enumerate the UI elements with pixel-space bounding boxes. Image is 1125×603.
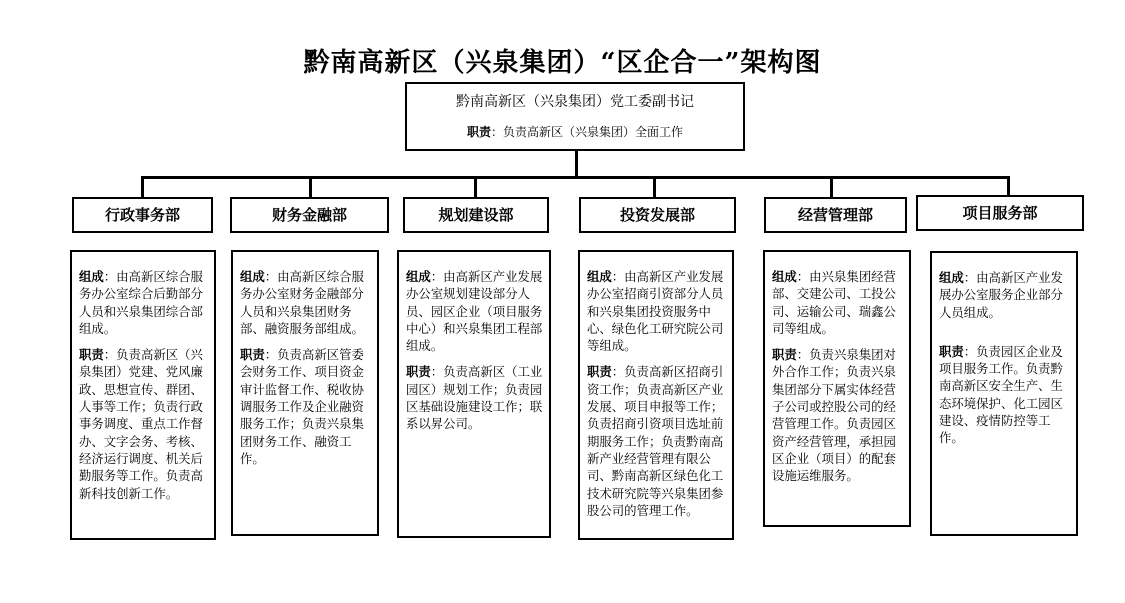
dept-body-investment bbox=[578, 250, 734, 540]
composition-label: 组成 bbox=[939, 270, 964, 285]
dept-header-finance: 财务金融部 bbox=[230, 197, 389, 233]
connector-bus bbox=[141, 176, 1010, 179]
top-leader-box bbox=[405, 82, 745, 151]
composition-label: 组成 bbox=[240, 269, 265, 284]
dept-body-admin bbox=[70, 250, 216, 540]
duty-label: 职责 bbox=[939, 343, 964, 359]
duty-label: 职责 bbox=[587, 364, 612, 380]
dept-header-investment: 投资发展部 bbox=[579, 197, 736, 233]
composition-para bbox=[240, 268, 371, 337]
composition-para bbox=[772, 268, 903, 337]
duty-para bbox=[939, 343, 1070, 447]
duty-label: 职责 bbox=[466, 125, 491, 139]
composition-text: ：由高新区产业发展办公室服务企业部分人员组成。 bbox=[939, 270, 1063, 320]
composition-para bbox=[587, 268, 726, 354]
composition-label: 组成 bbox=[79, 269, 104, 284]
connector-drop-5 bbox=[830, 176, 833, 197]
duty-text: ：负责高新区（工业园区）规划工作；负责园区基础设施建设工作；联系以昇公司。 bbox=[406, 364, 543, 432]
composition-label: 组成 bbox=[772, 269, 797, 284]
duty-para bbox=[406, 363, 543, 432]
duty-text: ：负责高新区管委会财务工作、项目资金审计监督工作、税收协调服务工作及企业融资服务工作；负责兴泉集团财务工作、融资工作。 bbox=[240, 347, 364, 466]
top-leader-title: 黔南高新区（兴泉集团）党工委副书记 bbox=[456, 94, 694, 110]
duty-text: ：负责园区企业及项目服务工作。负责黔南高新区安全生产、生态环境保护、化工园区建设、疫情防控等工作。 bbox=[939, 343, 1063, 446]
dept-body-project-service bbox=[930, 251, 1078, 536]
dept-body-planning bbox=[397, 250, 551, 538]
dept-header-planning: 规划建设部 bbox=[403, 197, 549, 233]
composition-text: ：由高新区综合服务办公室综合后勤部分人员和兴泉集团综合部组成。 bbox=[79, 269, 203, 336]
composition-label: 组成 bbox=[587, 269, 612, 284]
duty-text: ：负责高新区（兴泉集团）党建、党风廉政、思想宣传、群团、人事等工作；负责行政事务调度、重点工作督办、文字会务、考核、经济运行调度、机关后勤服务等工作。负责高新科技创新工作。 bbox=[79, 347, 203, 501]
duty-para bbox=[240, 346, 371, 467]
connector-drop-4 bbox=[653, 176, 656, 197]
duty-text: ：负责高新区招商引资工作；负责高新区产业发展、项目申报等工作；负责招商引资项目选址前期服务工作；负责黔南高新产业经营管理有限公司、黔南高新区绿色化工技术研究院等兴泉集团参股公司的管理工作。 bbox=[587, 364, 724, 518]
dept-header-admin: 行政事务部 bbox=[72, 197, 213, 233]
connector-drop-3 bbox=[474, 176, 477, 197]
duty-label: 职责 bbox=[772, 347, 797, 363]
chart-title: 黔南高新区（兴泉集团）“区企合一”架构图 bbox=[303, 48, 822, 78]
duty-label: 职责 bbox=[240, 347, 265, 363]
connector-trunk bbox=[575, 151, 578, 178]
duty-label: 职责 bbox=[406, 364, 431, 380]
top-leader-duty bbox=[407, 123, 743, 140]
duty-text: ：负责高新区（兴泉集团）全面工作 bbox=[491, 125, 684, 139]
connector-drop-6 bbox=[1007, 176, 1010, 197]
dept-header-project-service: 项目服务部 bbox=[916, 195, 1084, 231]
composition-para bbox=[79, 268, 208, 337]
duty-text: ：负责兴泉集团对外合作工作；负责兴泉集团部分下属实体经营子公司或控股公司的经营管理工作。负责园区资产经营管理，承担园区企业（项目）的配套设施运维服务。 bbox=[772, 347, 896, 484]
duty-para bbox=[587, 363, 726, 519]
duty-para bbox=[772, 346, 903, 484]
composition-para bbox=[939, 269, 1070, 321]
composition-text: ：由高新区产业发展办公室招商引资部分人员和兴泉集团投资服务中心、绿色化工研究院公司等组成。 bbox=[587, 269, 724, 354]
duty-label: 职责 bbox=[79, 347, 104, 363]
composition-label: 组成 bbox=[406, 269, 431, 284]
composition-text: ：由兴泉集团经营部、交建公司、工投公司、运输公司、瑞鑫公司等组成。 bbox=[772, 269, 896, 336]
connector-drop-1 bbox=[141, 176, 144, 197]
duty-para bbox=[79, 346, 208, 502]
composition-para bbox=[406, 268, 543, 354]
connector-drop-2 bbox=[309, 176, 312, 197]
dept-body-finance bbox=[231, 250, 379, 536]
dept-body-operations bbox=[763, 250, 911, 527]
composition-text: ：由高新区产业发展办公室规划建设部分人员、园区企业（项目服务中心）和兴泉集团工程部组成。 bbox=[406, 269, 543, 354]
dept-header-operations: 经营管理部 bbox=[764, 197, 907, 233]
composition-text: ：由高新区综合服务办公室财务金融部分人员和兴泉集团财务部、融资服务部组成。 bbox=[240, 269, 364, 336]
